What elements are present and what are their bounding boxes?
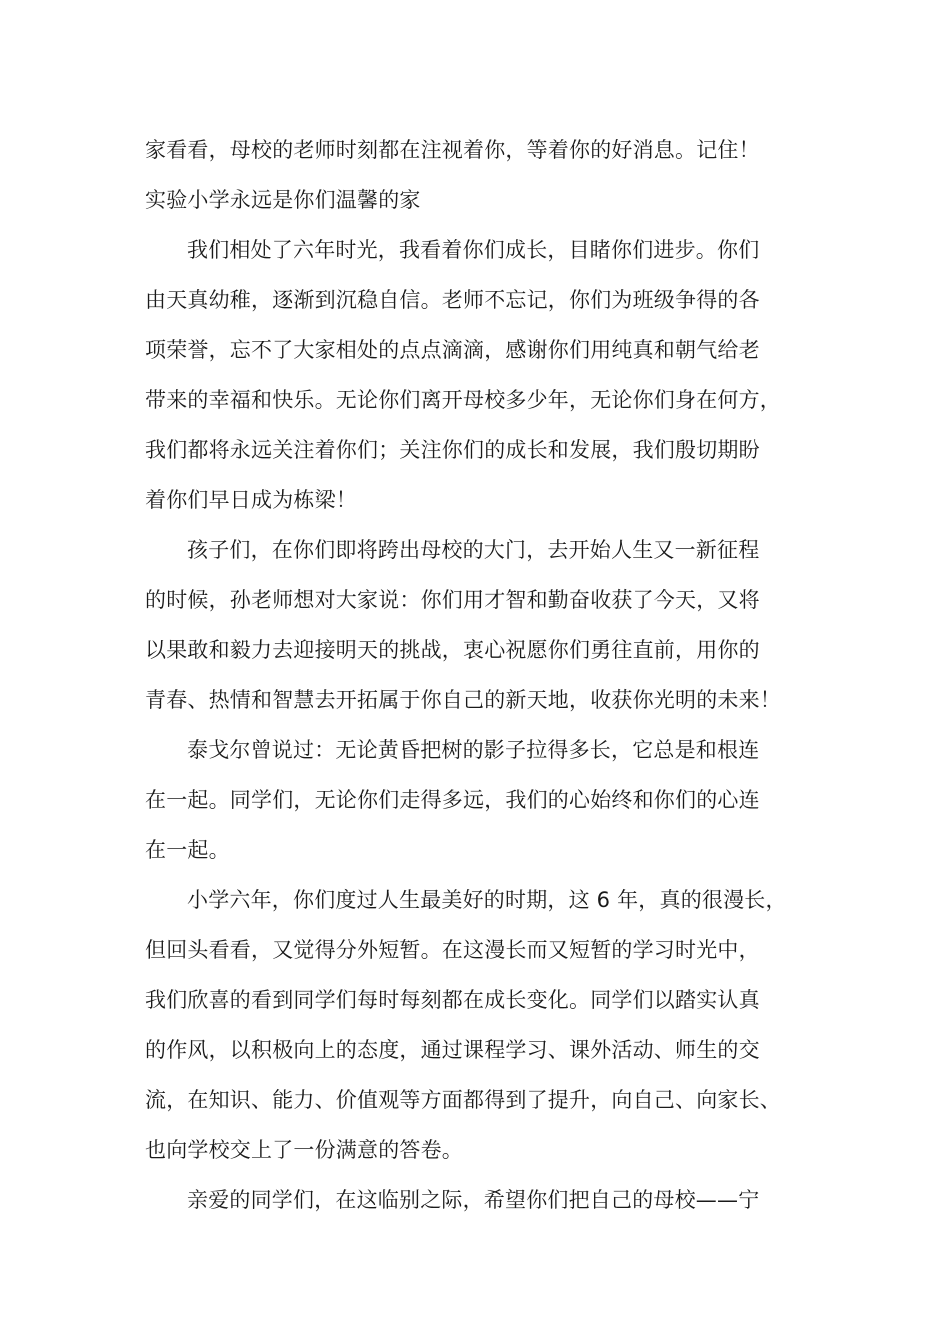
paragraph-first-line: 亲爱的同学们，在这临别之际，希望你们把自己的母校——宁 [187,1188,760,1212]
text-line: 着你们早日成为栋梁！ [145,488,357,512]
paragraph-first-line: 泰戈尔曾说过：无论黄昏把树的影子拉得多长，它总是和根连 [187,738,760,762]
text-line: 实验小学永远是你们温馨的家 [145,188,421,212]
text-line: 由天真幼稚，逐渐到沉稳自信。老师不忘记，你们为班级争得的各 [145,288,760,312]
paragraph-first-line: 小学六年，你们度过人生最美好的时期，这 6 年，真的很漫长， [187,888,787,912]
text-line: 但回头看看，又觉得分外短暂。在这漫长而又短暂的学习时光中， [145,938,760,962]
text-line: 青春、热情和智慧去开拓属于你自己的新天地，收获你光明的未来！ [145,688,781,712]
text-line: 以果敢和毅力去迎接明天的挑战，衷心祝愿你们勇往直前，用你的 [145,638,760,662]
text-line: 流，在知识、能力、价值观等方面都得到了提升，向自己、向家长、 [145,1088,781,1112]
text-line: 的作风，以积极向上的态度，通过课程学习、课外活动、师生的交 [145,1038,760,1062]
text-line: 我们欣喜的看到同学们每时每刻都在成长变化。同学们以踏实认真 [145,988,760,1012]
text-line: 也向学校交上了一份满意的答卷。 [145,1138,463,1162]
text-line: 的时候，孙老师想对大家说：你们用才智和勤奋收获了今天，又将 [145,588,760,612]
paragraph-first-line: 孩子们，在你们即将跨出母校的大门，去开始人生又一新征程 [187,538,760,562]
text-line: 带来的幸福和快乐。无论你们离开母校多少年，无论你们身在何方， [145,388,781,412]
text-line: 在一起。同学们，无论你们走得多远，我们的心始终和你们的心连 [145,788,760,812]
text-line: 在一起。 [145,838,230,862]
text-line: 项荣誉，忘不了大家相处的点点滴滴，感谢你们用纯真和朝气给老 [145,338,760,362]
text-line: 我们都将永远关注着你们；关注你们的成长和发展，我们殷切期盼 [145,438,760,462]
paragraph-first-line: 我们相处了六年时光，我看着你们成长，目睹你们进步。你们 [187,238,760,262]
text-line: 家看看，母校的老师时刻都在注视着你，等着你的好消息。记住！ [145,138,760,162]
